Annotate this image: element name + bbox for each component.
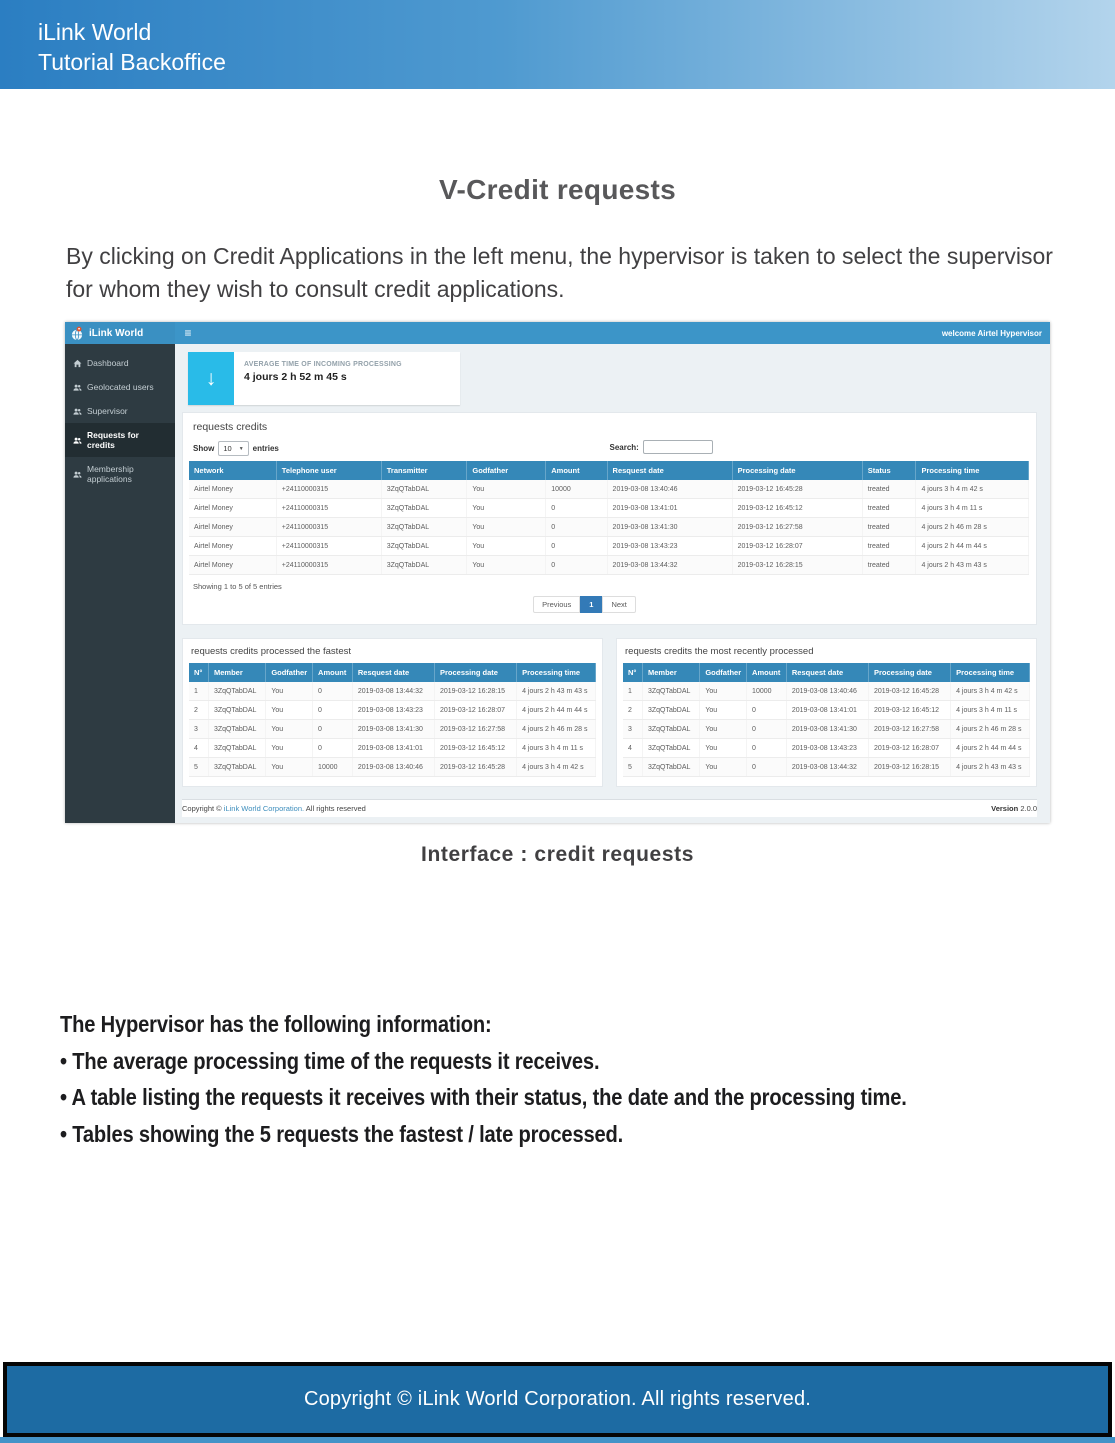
bullet-item: • Tables showing the 5 requests the fastest / late processed.	[60, 1120, 624, 1147]
table-cell: 0	[546, 556, 607, 575]
search-input[interactable]	[643, 440, 713, 454]
table-cell: +24110000315	[276, 480, 381, 499]
table-cell: 4 jours 2 h 44 m 44 s	[517, 701, 596, 720]
table-cell: 2019-03-12 16:28:07	[434, 701, 516, 720]
table-cell: 2019-03-12 16:27:58	[868, 720, 950, 739]
table-cell: 0	[747, 720, 787, 739]
app-sidebar	[65, 344, 175, 823]
version-number: 2.0.0	[1020, 804, 1037, 813]
table-row	[623, 701, 1030, 720]
column-header: Amount	[747, 663, 787, 682]
table-cell: Airtel Money	[189, 518, 276, 537]
table-cell: 2019-03-12 16:28:15	[732, 556, 862, 575]
table-cell: 2019-03-08 13:43:23	[352, 701, 434, 720]
table-cell: 3ZqQTabDAL	[381, 480, 467, 499]
table-cell: You	[467, 537, 546, 556]
table-cell: You	[467, 499, 546, 518]
table-row	[623, 720, 1030, 739]
table-cell: You	[266, 682, 313, 701]
table-cell: 2019-03-12 16:45:12	[868, 701, 950, 720]
column-header: Member	[209, 663, 266, 682]
table-cell: 10000	[313, 758, 353, 777]
table-cell: 2019-03-08 13:41:30	[786, 720, 868, 739]
table-cell: 4 jours 2 h 46 m 28 s	[951, 720, 1030, 739]
table-cell: treated	[862, 480, 916, 499]
table-cell: 4 jours 2 h 44 m 44 s	[916, 537, 1029, 556]
table-cell: 3	[189, 720, 209, 739]
page-title: V-Credit requests	[439, 174, 676, 205]
table-cell: 3ZqQTabDAL	[209, 739, 266, 758]
sidebar-item-membership-applications[interactable]	[65, 457, 175, 491]
table-cell: 0	[546, 518, 607, 537]
column-header: Godfather	[266, 663, 313, 682]
table-cell: 2019-03-12 16:27:58	[732, 518, 862, 537]
table-cell: 0	[313, 720, 353, 739]
requests-credits-table	[189, 461, 1029, 575]
panel-title: requests credits the most recently processed	[625, 646, 814, 657]
table-cell: 2019-03-08 13:41:01	[352, 739, 434, 758]
table-cell: 3ZqQTabDAL	[381, 499, 467, 518]
pagination	[175, 596, 1011, 613]
column-header[interactable]: Telephone user	[276, 461, 381, 480]
table-cell: You	[700, 701, 747, 720]
table-cell: 4 jours 2 h 43 m 43 s	[916, 556, 1029, 575]
table-cell: You	[467, 480, 546, 499]
table-cell: You	[266, 701, 313, 720]
table-cell: 2019-03-12 16:45:12	[732, 499, 862, 518]
copyright-prefix: Copyright ©	[182, 804, 224, 813]
table-cell: 4 jours 3 h 4 m 42 s	[517, 758, 596, 777]
table-row	[189, 701, 596, 720]
table-cell: 5	[189, 758, 209, 777]
column-header[interactable]: Processing date	[732, 461, 862, 480]
table-cell: 4 jours 2 h 46 m 28 s	[517, 720, 596, 739]
table-cell: 0	[747, 701, 787, 720]
table-cell: 2019-03-08 13:43:23	[607, 537, 732, 556]
table-cell: 2019-03-08 13:44:32	[607, 556, 732, 575]
column-header: Godfather	[700, 663, 747, 682]
info-block	[60, 1006, 1062, 1152]
app-content	[175, 344, 1050, 823]
intro-paragraph: By clicking on Credit Applications in the left menu, the hypervisor is taken to select the supervisor for whom they wish to consult credit applications.	[66, 243, 1053, 302]
search-label: Search:	[609, 442, 639, 452]
column-header: Processing time	[517, 663, 596, 682]
table-cell: +24110000315	[276, 556, 381, 575]
globe-pin-logo-icon	[70, 326, 84, 341]
app-copyright	[182, 804, 366, 813]
table-cell: 2019-03-08 13:44:32	[786, 758, 868, 777]
copyright-suffix: All rights reserved	[304, 804, 366, 813]
table-cell: 2019-03-08 13:41:01	[786, 701, 868, 720]
table-cell: Airtel Money	[189, 480, 276, 499]
document-header-line1: iLink World	[38, 19, 152, 45]
table-cell: 2019-03-12 16:28:15	[434, 682, 516, 701]
sidebar-item-label: Geolocated users	[87, 382, 154, 392]
column-header: Resquest date	[352, 663, 434, 682]
table-row	[189, 556, 1029, 575]
document-footer	[3, 1362, 1112, 1437]
table-row	[189, 518, 1029, 537]
widget-value: 4 jours 2 h 52 m 45 s	[244, 371, 347, 383]
table-cell: 2019-03-08 13:43:23	[786, 739, 868, 758]
column-header: Member	[643, 663, 700, 682]
document-footer-text: Copyright © iLink World Corporation. All rights reserved.	[303, 1388, 812, 1410]
users-icon	[73, 383, 82, 392]
table-row	[189, 537, 1029, 556]
table-cell: 0	[546, 537, 607, 556]
table-cell: 2019-03-12 16:28:15	[868, 758, 950, 777]
app-brand[interactable]	[65, 322, 175, 344]
chevron-down-icon: ▼	[238, 445, 244, 452]
table-cell: 4	[623, 739, 643, 758]
table-cell: You	[700, 758, 747, 777]
app-footer	[182, 799, 1037, 817]
table-cell: 4 jours 3 h 4 m 11 s	[951, 701, 1030, 720]
showing-entries-text: Showing 1 to 5 of 5 entries	[193, 582, 282, 591]
table-row	[623, 758, 1030, 777]
table-cell: 4 jours 3 h 4 m 11 s	[517, 739, 596, 758]
table-cell: +24110000315	[276, 499, 381, 518]
fastest-requests-panel	[182, 638, 603, 787]
show-label: Show	[193, 444, 215, 453]
version-label: Version	[991, 804, 1019, 813]
table-cell: 2019-03-12 16:28:07	[732, 537, 862, 556]
table-cell: 5	[623, 758, 643, 777]
table-cell: 4 jours 3 h 4 m 42 s	[916, 480, 1029, 499]
table-cell: 1	[623, 682, 643, 701]
column-header: Resquest date	[786, 663, 868, 682]
table-cell: 2019-03-12 16:45:28	[868, 682, 950, 701]
pagination-previous-button[interactable]: Previous	[533, 596, 580, 613]
table-row	[623, 682, 1030, 701]
table-cell: 2	[189, 701, 209, 720]
table-cell: 0	[747, 739, 787, 758]
document-header-line2: Tutorial Backoffice	[38, 49, 226, 75]
table-row	[189, 480, 1029, 499]
table-cell: treated	[862, 518, 916, 537]
app-version	[991, 804, 1037, 813]
bullet-item: • A table listing the requests it receives with their status, the date and the processing time.	[60, 1084, 907, 1110]
table-cell: 2019-03-08 13:41:30	[607, 518, 732, 537]
table-cell: 3	[623, 720, 643, 739]
table-cell: 0	[546, 499, 607, 518]
table-row	[623, 739, 1030, 758]
table-cell: 4 jours 2 h 44 m 44 s	[951, 739, 1030, 758]
column-header: N°	[623, 663, 643, 682]
sidebar-item-supervisor[interactable]	[65, 399, 175, 423]
fastest-requests-table	[189, 663, 596, 777]
users-icon	[73, 470, 82, 479]
table-cell: 2019-03-12 16:45:28	[434, 758, 516, 777]
column-header: Processing date	[868, 663, 950, 682]
table-cell: 2019-03-12 16:28:07	[868, 739, 950, 758]
panel-title: requests credits	[193, 421, 268, 433]
average-time-widget	[188, 352, 460, 405]
document-header	[0, 0, 1115, 89]
table-header-row	[189, 663, 596, 682]
table-row	[189, 720, 596, 739]
bullet-item: • The average processing time of the requests it receives.	[60, 1047, 600, 1074]
table-cell: 4 jours 3 h 4 m 11 s	[916, 499, 1029, 518]
table-cell: Airtel Money	[189, 556, 276, 575]
entries-label: entries	[252, 444, 279, 453]
table-cell: 4 jours 3 h 4 m 42 s	[951, 682, 1030, 701]
table-cell: 3ZqQTabDAL	[643, 701, 700, 720]
pagination-next-button[interactable]: Next	[602, 596, 635, 613]
table-cell: 3ZqQTabDAL	[643, 720, 700, 739]
sidebar-item-label: Requests for credits	[87, 430, 139, 450]
column-header: Processing date	[434, 663, 516, 682]
table-cell: 10000	[546, 480, 607, 499]
recent-requests-panel	[616, 638, 1037, 787]
footer-accent-strip	[0, 1437, 1115, 1443]
table-cell: You	[266, 739, 313, 758]
column-header[interactable]: Processing time	[916, 461, 1029, 480]
welcome-user-label: welcome Airtel Hypervisor	[941, 328, 1042, 338]
requests-credits-panel	[182, 412, 1037, 625]
table-cell: Airtel Money	[189, 537, 276, 556]
table-cell: 0	[313, 701, 353, 720]
table-cell: 2019-03-08 13:40:46	[786, 682, 868, 701]
table-cell: 3ZqQTabDAL	[209, 720, 266, 739]
table-cell: 2019-03-08 13:41:01	[607, 499, 732, 518]
table-cell: 3ZqQTabDAL	[381, 537, 467, 556]
pagination-page-1-button[interactable]: 1	[580, 596, 602, 613]
column-header[interactable]: Resquest date	[607, 461, 732, 480]
table-cell: 3ZqQTabDAL	[643, 758, 700, 777]
page-length-select[interactable]	[218, 441, 248, 456]
table-cell: treated	[862, 556, 916, 575]
sidebar-item-geolocated-users[interactable]	[65, 375, 175, 399]
table-cell: You	[266, 758, 313, 777]
table-cell: treated	[862, 499, 916, 518]
table-cell: 2019-03-12 16:27:58	[434, 720, 516, 739]
table-cell: 2019-03-08 13:40:46	[607, 480, 732, 499]
table-header-row	[623, 663, 1030, 682]
table-cell: 2019-03-12 16:45:28	[732, 480, 862, 499]
column-header[interactable]: Amount	[546, 461, 607, 480]
table-cell: Airtel Money	[189, 499, 276, 518]
table-cell: 3ZqQTabDAL	[381, 556, 467, 575]
table-cell: 2019-03-08 13:40:46	[352, 758, 434, 777]
table-cell: +24110000315	[276, 518, 381, 537]
column-header: N°	[189, 663, 209, 682]
column-header[interactable]: Network	[189, 461, 276, 480]
table-cell: 2019-03-08 13:41:30	[352, 720, 434, 739]
panel-title: requests credits processed the fastest	[191, 646, 351, 657]
arrow-down-icon: ↓	[188, 352, 234, 405]
info-heading: The Hypervisor has the following information:	[60, 1011, 492, 1037]
page-length-value: 10	[223, 444, 232, 453]
hamburger-icon: ≡	[184, 326, 192, 340]
table-cell: 3ZqQTabDAL	[209, 701, 266, 720]
table-row	[189, 758, 596, 777]
sidebar-item-label: Supervisor	[87, 406, 128, 416]
table-cell: You	[467, 518, 546, 537]
table-cell: 2019-03-08 13:44:32	[352, 682, 434, 701]
table-cell: 4 jours 2 h 43 m 43 s	[951, 758, 1030, 777]
app-navbar	[65, 322, 1050, 344]
corporation-link[interactable]: iLink World Corporation.	[223, 804, 305, 813]
table-cell: 0	[747, 758, 787, 777]
table-cell: You	[700, 739, 747, 758]
table-cell: You	[266, 720, 313, 739]
table-cell: You	[700, 682, 747, 701]
column-header[interactable]: Transmitter	[381, 461, 467, 480]
table-cell: 3ZqQTabDAL	[209, 682, 266, 701]
backoffice-screenshot	[65, 322, 1050, 823]
table-cell: 4 jours 2 h 46 m 28 s	[916, 518, 1029, 537]
table-row	[189, 739, 596, 758]
users-icon	[73, 436, 82, 445]
table-cell: 4 jours 2 h 43 m 43 s	[517, 682, 596, 701]
recent-requests-table	[623, 663, 1030, 777]
table-cell: 2	[623, 701, 643, 720]
table-cell: 0	[313, 682, 353, 701]
app-brand-label: iLink World	[89, 327, 144, 339]
table-cell: 3ZqQTabDAL	[643, 682, 700, 701]
table-cell: 3ZqQTabDAL	[643, 739, 700, 758]
column-header[interactable]: Status	[862, 461, 916, 480]
sidebar-item-label: Membership applications	[87, 464, 134, 484]
table-cell: You	[467, 556, 546, 575]
column-header[interactable]: Godfather	[467, 461, 546, 480]
sidebar-item-label: Dashboard	[87, 358, 129, 368]
users-icon	[73, 407, 82, 416]
table-cell: treated	[862, 537, 916, 556]
column-header: Processing time	[951, 663, 1030, 682]
table-row	[189, 682, 596, 701]
table-cell: 10000	[747, 682, 787, 701]
table-cell: 4	[189, 739, 209, 758]
table-cell: 3ZqQTabDAL	[381, 518, 467, 537]
table-cell: 2019-03-12 16:45:12	[434, 739, 516, 758]
table-cell: 1	[189, 682, 209, 701]
table-header-row	[189, 461, 1029, 480]
figure-caption: Interface : credit requests	[421, 843, 694, 866]
table-cell: 0	[313, 739, 353, 758]
widget-label: AVERAGE TIME OF INCOMING PROCESSING	[244, 361, 402, 368]
sidebar-item-requests-for-credits[interactable]	[65, 423, 175, 457]
home-icon	[73, 359, 82, 368]
table-cell: 3ZqQTabDAL	[209, 758, 266, 777]
column-header: Amount	[313, 663, 353, 682]
table-cell: You	[700, 720, 747, 739]
sidebar-toggle-button[interactable]	[175, 322, 201, 344]
sidebar-item-dashboard[interactable]	[65, 351, 175, 375]
table-row	[189, 499, 1029, 518]
table-cell: +24110000315	[276, 537, 381, 556]
